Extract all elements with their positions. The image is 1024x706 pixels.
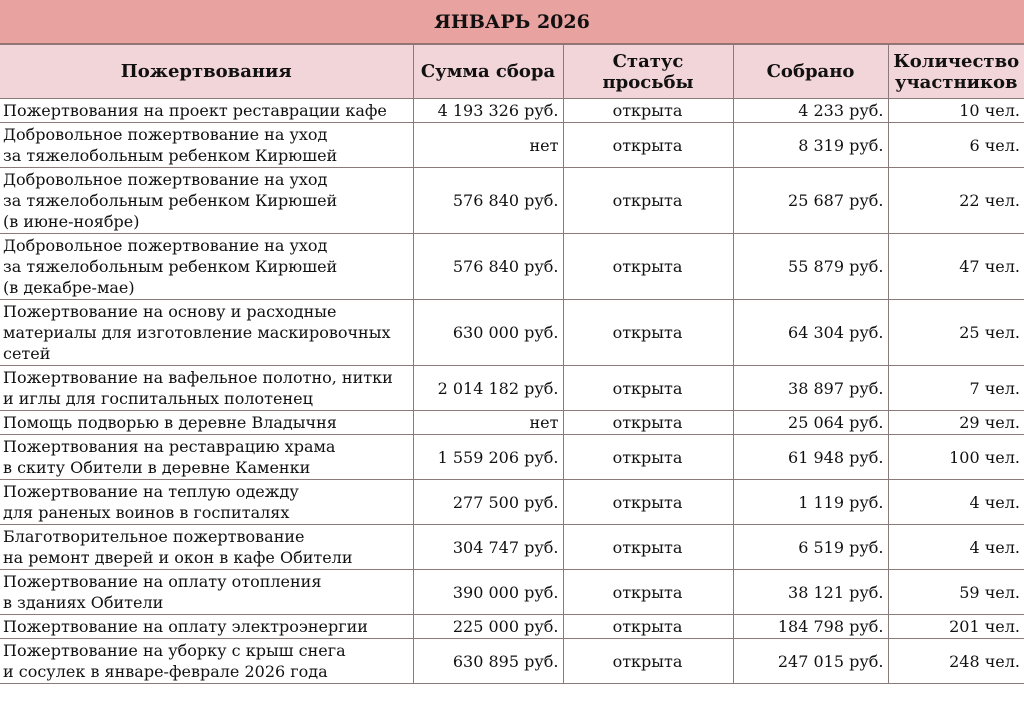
donation-name-line: за тяжелобольным ребенком Кирюшей xyxy=(3,146,338,165)
table-row xyxy=(0,639,1024,684)
goal-amount: 1 559 206 руб. xyxy=(413,435,563,480)
collected-amount: 38 121 руб. xyxy=(733,570,888,615)
donation-name-line: за тяжелобольным ребенком Кирюшей xyxy=(3,257,338,276)
goal-amount: 4 193 326 руб. xyxy=(413,99,563,123)
donation-name-line: Добровольное пожертвование на уход xyxy=(3,125,328,144)
participants-count: 4 чел. xyxy=(888,525,1024,570)
donation-name-line: сетей xyxy=(3,344,51,363)
participants-count: 201 чел. xyxy=(888,615,1024,639)
participants-count: 29 чел. xyxy=(888,411,1024,435)
donation-name-line: Пожертвования на реставрацию храма xyxy=(3,437,336,456)
goal-amount: нет xyxy=(413,411,563,435)
collected-amount: 38 897 руб. xyxy=(733,366,888,411)
collected-amount: 8 319 руб. xyxy=(733,123,888,168)
collected-amount: 61 948 руб. xyxy=(733,435,888,480)
header-participants: Количество участников xyxy=(888,45,1024,99)
donation-name-line: материалы для изготовление маскировочных xyxy=(3,323,391,342)
donation-name-line: за тяжелобольным ребенком Кирюшей xyxy=(3,191,338,210)
goal-amount: 390 000 руб. xyxy=(413,570,563,615)
header-name: Пожертвования xyxy=(0,45,413,99)
request-status: открыта xyxy=(563,234,733,300)
table-row xyxy=(0,234,1024,300)
header-collected: Собрано xyxy=(733,45,888,99)
collected-amount: 247 015 руб. xyxy=(733,639,888,684)
request-status: открыта xyxy=(563,99,733,123)
goal-amount: 225 000 руб. xyxy=(413,615,563,639)
table-title: ЯНВАРЬ 2026 xyxy=(0,0,1024,44)
donation-name-line: Добровольное пожертвование на уход xyxy=(3,236,328,255)
donation-name xyxy=(0,615,413,639)
table-row xyxy=(0,366,1024,411)
donation-name-line: Благотворительное пожертвование xyxy=(3,527,305,546)
collected-amount: 25 687 руб. xyxy=(733,168,888,234)
request-status: открыта xyxy=(563,480,733,525)
table-row xyxy=(0,411,1024,435)
goal-amount: 576 840 руб. xyxy=(413,234,563,300)
donation-name-line: Добровольное пожертвование на уход xyxy=(3,170,328,189)
donation-name xyxy=(0,366,413,411)
collected-amount: 55 879 руб. xyxy=(733,234,888,300)
donation-name xyxy=(0,639,413,684)
donation-name xyxy=(0,234,413,300)
donation-name-line: и иглы для госпитальных полотенец xyxy=(3,389,313,408)
donation-name-line: (в июне-ноябре) xyxy=(3,212,140,231)
goal-amount: 576 840 руб. xyxy=(413,168,563,234)
donation-name xyxy=(0,525,413,570)
donation-name xyxy=(0,99,413,123)
request-status: открыта xyxy=(563,123,733,168)
table-row xyxy=(0,525,1024,570)
request-status: открыта xyxy=(563,300,733,366)
donation-name xyxy=(0,411,413,435)
donation-name xyxy=(0,123,413,168)
donation-name-line: Пожертвование на основу и расходные xyxy=(3,302,337,321)
table-row xyxy=(0,615,1024,639)
table-row xyxy=(0,435,1024,480)
donation-name-line: Пожертвования на проект реставрации кафе xyxy=(3,101,387,120)
participants-count: 248 чел. xyxy=(888,639,1024,684)
collected-amount: 1 119 руб. xyxy=(733,480,888,525)
request-status: открыта xyxy=(563,525,733,570)
donation-name-line: на ремонт дверей и окон в кафе Обители xyxy=(3,548,353,567)
table-row xyxy=(0,99,1024,123)
collected-amount: 6 519 руб. xyxy=(733,525,888,570)
donation-name-line: (в декабре-мае) xyxy=(3,278,135,297)
donation-name-line: Пожертвование на теплую одежду xyxy=(3,482,299,501)
donation-name-line: Пожертвование на оплату электроэнергии xyxy=(3,617,368,636)
donation-name xyxy=(0,435,413,480)
donation-name xyxy=(0,480,413,525)
collected-amount: 4 233 руб. xyxy=(733,99,888,123)
request-status: открыта xyxy=(563,411,733,435)
donation-name-line: Пожертвование на уборку с крыш снега xyxy=(3,641,346,660)
donation-name-line: Пожертвование на вафельное полотно, нитки xyxy=(3,368,393,387)
header-row xyxy=(0,45,1024,99)
request-status: открыта xyxy=(563,570,733,615)
goal-amount: нет xyxy=(413,123,563,168)
goal-amount: 630 895 руб. xyxy=(413,639,563,684)
participants-count: 7 чел. xyxy=(888,366,1024,411)
participants-count: 4 чел. xyxy=(888,480,1024,525)
participants-count: 6 чел. xyxy=(888,123,1024,168)
donation-name xyxy=(0,168,413,234)
goal-amount: 304 747 руб. xyxy=(413,525,563,570)
donation-name-line: в скиту Обители в деревне Каменки xyxy=(3,458,311,477)
table-row xyxy=(0,168,1024,234)
participants-count: 10 чел. xyxy=(888,99,1024,123)
table-row xyxy=(0,300,1024,366)
donation-name-line: и сосулек в январе-феврале 2026 года xyxy=(3,662,328,681)
donation-name xyxy=(0,300,413,366)
table-row xyxy=(0,570,1024,615)
table-row xyxy=(0,480,1024,525)
participants-count: 25 чел. xyxy=(888,300,1024,366)
donation-name-line: Пожертвование на оплату отопления xyxy=(3,572,322,591)
request-status: открыта xyxy=(563,435,733,480)
donation-name-line: Помощь подворью в деревне Владычня xyxy=(3,413,337,432)
participants-count: 22 чел. xyxy=(888,168,1024,234)
request-status: открыта xyxy=(563,639,733,684)
participants-count: 59 чел. xyxy=(888,570,1024,615)
donation-name-line: в зданиях Обители xyxy=(3,593,164,612)
goal-amount: 2 014 182 руб. xyxy=(413,366,563,411)
participants-count: 47 чел. xyxy=(888,234,1024,300)
goal-amount: 630 000 руб. xyxy=(413,300,563,366)
table-row xyxy=(0,123,1024,168)
request-status: открыта xyxy=(563,168,733,234)
donations-table xyxy=(0,44,1024,684)
donation-name xyxy=(0,570,413,615)
collected-amount: 64 304 руб. xyxy=(733,300,888,366)
header-amount: Сумма сбора xyxy=(413,45,563,99)
goal-amount: 277 500 руб. xyxy=(413,480,563,525)
request-status: открыта xyxy=(563,615,733,639)
collected-amount: 25 064 руб. xyxy=(733,411,888,435)
header-status: Статус просьбы xyxy=(563,45,733,99)
collected-amount: 184 798 руб. xyxy=(733,615,888,639)
request-status: открыта xyxy=(563,366,733,411)
donation-name-line: для раненых воинов в госпиталях xyxy=(3,503,290,522)
participants-count: 100 чел. xyxy=(888,435,1024,480)
